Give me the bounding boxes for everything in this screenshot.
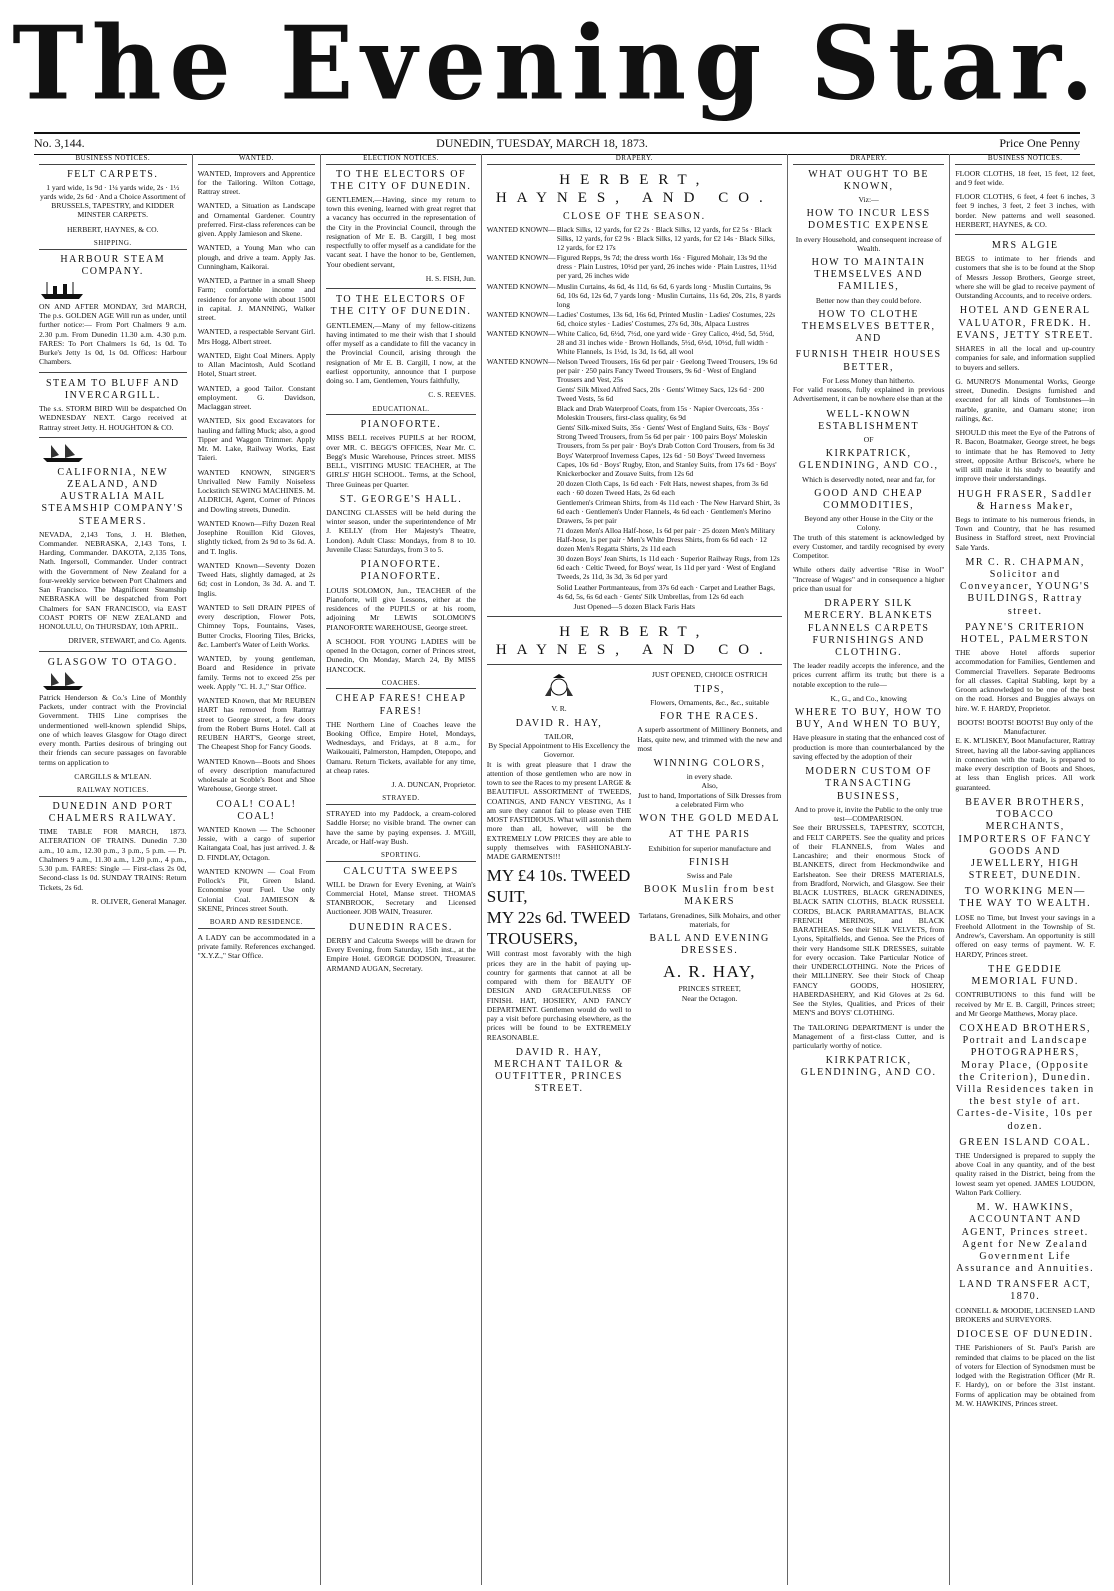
ad-body: GENTLEMEN,—Many of my fellow-citizens having intimated to me their wish that I should offer myself as a candidate to fill the vacancy in the Provincial Council, arising through the resignation of Mr E. B. Cargill, I now, at the earliest opportunity, announce that I purpose doing so. I am, Gentlemen, Yours faithfully,	[326, 320, 476, 386]
ad-body: DANCING CLASSES will be held during the winter season, under the superintendence of Mr J. KELLY (from Her Majesty's Theatre, London). Adult Class: Mondays, from 8 to 10. Juvenile Class: Saturdays, from 3 to 5.	[326, 507, 476, 554]
ad-title: ST. GEORGE'S HALL.	[339, 493, 463, 505]
ad-title: DIOCESE OF DUNEDIN.	[956, 1329, 1094, 1341]
ad-title: WINNING COLORS,	[653, 758, 766, 770]
ad-note: By Special Appointment to His Excellency the Governor.	[488, 741, 630, 760]
row-label	[487, 498, 557, 525]
ad-title: WHAT OUGHT TO BE KNOWN,	[808, 168, 930, 192]
ad-title: WHERE TO BUY, HOW TO BUY, And WHEN TO BUY,	[794, 707, 943, 731]
ad-title: BALL AND EVENING DRESSES.	[649, 933, 770, 957]
ad-body: CONTRIBUTIONS to this fund will be received by Mr E. B. Cargill, Princes street; and Mr George Matthews, Moray place.	[955, 990, 1095, 1018]
wanted-ad: WANTED, a respectable Servant Girl. Mrs Hogg, Albert street.	[197, 327, 316, 346]
section-head: RAILWAY NOTICES.	[39, 786, 187, 797]
ad-title: GOOD AND CHEAP COMMODITIES,	[814, 487, 924, 511]
wanted-ad: WANTED Known, that Mr REUBEN HART has removed from Rattray street to George street, a few doors from the Robert Burns Hotel. Call at REUBEN HART'S, George street, The Cheapest Shop for Fancy Goods.	[197, 696, 316, 752]
ad-signature: HERBERT, HAYNES, & CO.	[67, 224, 159, 234]
ad-body: BEGS to intimate to her friends and customers that she is to be found at the Shop of Messrs Jessop Brothers, George street, where she will be glad to receive payment of Outstanding Accounts, and to receive orders.	[955, 254, 1095, 301]
ad-title: DAVID R. HAY,	[515, 717, 603, 729]
section-head: EDUCATIONAL.	[326, 405, 476, 416]
ad-line: Better now than they could before.	[815, 295, 922, 305]
arhay-ad	[637, 670, 782, 1097]
ad-title: MRS ALGIE	[991, 240, 1059, 252]
ad-title: CHEAP FARES! CHEAP FARES!	[335, 693, 467, 717]
ad-signature: DAVID R. HAY, MERCHANT TAILOR & OUTFITTER, PRINCES STREET.	[494, 1046, 624, 1095]
wanted-ad: WANTED to Sell DRAIN PIPES of every description, Flower Pots, Chimney Tops, Fountains, Vases, Butter Crocks, Flooring Tiles, Bricks, &c. Lambert's Water of Leith Works.	[197, 602, 316, 649]
ad-title: PIANOFORTE. PIANOFORTE.	[360, 559, 442, 583]
ad-line: Flowers, Ornaments, &c., &c., suitable	[650, 697, 770, 707]
ad-body: SHOULD this meet the Eye of the Patrons of R. Bacon, Boatmaker, George street, he begs to intimate that he has Removed to Jetty street, opposite Arthur Briscoe's, where he will still make it his study to beautify and improve their understandings.	[955, 428, 1095, 484]
ad-title: HOW TO INCUR LESS DOMESTIC EXPENSE	[806, 208, 931, 232]
ad-body: Begs to intimate to his numerous friends, in Town and Country, that he has resumed Business in Stafford street, next Provincial Sale Yards.	[955, 514, 1095, 552]
column-business-notices	[950, 154, 1100, 1585]
ad-body: Will contrast most favorably with the high prices they are in the habit of paying up-country for garments that cannot at all be compared with them for BEAUTY OF DESIGN AND GRACEFULNESS OF FINISH. HAT, HOSIERY, AND FANCY DEPARTMENT. Gentlemen would do well to pay a visit before purchasing elsewhere, as the prices will be found to be EXTREMELY REASONABLE.	[486, 949, 632, 1042]
row-label	[487, 404, 557, 422]
ad-title: COAL! COAL! COAL!	[216, 798, 297, 822]
wanted-ad: WANTED, a Partner in a small Sheep Farm; comfortable income and residence for anyone with about 1500l in capital. J. MANNING, Walker street.	[197, 276, 316, 323]
ad-line: Viz:—	[858, 194, 879, 204]
row-label	[487, 479, 557, 497]
vr: V. R.	[551, 704, 567, 714]
ad-body: The truth of this statement is acknowledged by every Customer, and tardily recognised by every Competitor.	[792, 532, 945, 561]
ad-title: HOTEL AND GENERAL VALUATOR, FREDK. H. EVANS, JETTY STREET.	[956, 305, 1094, 341]
price-row	[487, 310, 782, 328]
ad-body: A superb assortment of Millinery Bonnets, and Hats, quite new, and trimmed with the new and most	[637, 725, 782, 753]
price: Price One Penny	[999, 136, 1080, 150]
column-wanted	[193, 154, 322, 1585]
place-date: DUNEDIN, TUESDAY, MARCH 18, 1873.	[436, 136, 648, 150]
ad-body: 1 yard wide, 1s 9d · 1¼ yards wide, 2s · 1½ yards wide, 2s 6d · And a Choice Assortment of BRUSSELS, TAPESTRY, and KIDDER MINSTER CARPETS.	[40, 182, 186, 220]
ad-body: Patrick Henderson & Co.'s Line of Monthly Packets, under contract with the Provincial Government. THIS Line comprises the undermentioned well-known splendid Ships, one of which leaves Glasgow for Otago direct every month. Parties desirous of bringing out their friends can secure passages on favorable terms on application to	[39, 692, 187, 767]
ad-line: Swiss and Pale	[686, 871, 733, 881]
ad-line: BOOTS! BOOTS! BOOTS! Buy only of the Manufacturer.	[957, 717, 1093, 737]
columns	[34, 154, 1100, 1585]
ad-title: HARBOUR STEAM COMPANY.	[60, 253, 166, 277]
ad-signature: KIRKPATRICK, GLENDINING, AND CO.	[800, 1055, 937, 1079]
wanted-ad: WANTED, by young gentleman, Board and Residence in private family. Terms not to exceed 25s per week. Apply "C. H. J.," Star Office.	[197, 654, 316, 691]
ad-title: STEAM TO BLUFF AND INVERCARGILL.	[45, 377, 180, 401]
wanted-ad: WANTED KNOWN — Coal From Pollock's Pit, Green Island. Economise your Fuel. Use only Colonial Coal. JAMIESON & SKENE, Princes street South.	[197, 866, 316, 913]
steamship-icon	[39, 280, 87, 300]
ad-title: AT THE PARIS	[668, 829, 751, 841]
row-label: WANTED KNOWN—	[486, 356, 556, 366]
row-items: Muslin Curtains, 4s 6d, 4s 11d, 6s 6d, 6 yards long · Muslin Curtains, 9s 6d, 10s 6d, 12s 6d, 7 yards long · Muslin Curtains, 11s 6d, 20s, 21s, 8 yards long	[556, 281, 781, 309]
ad-title: WELL-KNOWN ESTABLISHMENT	[818, 408, 920, 432]
row-items: Solid Leather Portmanteaus, from 37s 6d each · Carpet and Leather Bags, 4s 6d, 5s, 6s 6d each · Gents' Silk Umbrellas, from 12s 6d each	[556, 582, 775, 601]
ad-title: DUNEDIN AND PORT CHALMERS RAILWAY.	[48, 800, 177, 824]
section-head: WANTED.	[198, 154, 316, 165]
ad-body: Have pleasure in stating that the enhanced cost of production is more than counterbalanced by the saving effected by the adoption of their	[792, 733, 945, 761]
ad-line: For Less Money than hitherto.	[822, 375, 915, 385]
ad-line: Tarlatans, Grenadines, Silk Mohairs, and other materials, for	[638, 910, 781, 929]
price-row	[487, 357, 782, 384]
ad-title: GLASGOW TO OTAGO.	[47, 656, 178, 668]
ad-title: TO THE ELECTORS OF THE CITY OF DUNEDIN.	[330, 294, 472, 318]
ad-title: MR C. R. CHAPMAN, Solicitor and Conveyancer, YOUNG'S BUILDINGS, Rattray street.	[959, 556, 1091, 617]
ad-body: THE Northern Line of Coaches leave the Booking Office, Empire Hotel, Mondays, Wednesdays, and Fridays, at 8 a.m., for Waikouaiti, Palmerston, Hampden, Otepopo, and Oamaru. Return Tickets, available for any time, at cheap rates.	[326, 719, 476, 775]
column-business-shipping	[34, 154, 193, 1585]
row-label	[487, 451, 557, 478]
ad-title: HERBERT, HAYNES, AND CO.	[495, 171, 773, 206]
wanted-ad: WANTED, Eight Coal Miners. Apply to Allan Macintosh, Auld Scotland Hotel, Stuart street.	[197, 350, 316, 379]
row-items: 71 dozen Men's Alloa Half-hose, 1s 6d per pair · 25 dozen Men's Military Half-hose, 1s per pair · Men's White Dress Shirts, from 6s 6d each · 12 dozen Men's Regatta Shirts, 2s 11d each	[556, 526, 775, 554]
ad-signature: A. R. HAY,	[663, 961, 757, 981]
row-items: Nelson Tweed Trousers, 16s 6d per pair · Geelong Tweed Trousers, 19s 6d per pair · 250 pairs Fancy Tweed Trousers, 9s 6d · West of England Trousers and Vest, 25s	[556, 356, 778, 384]
ad-body: The TAILORING DEPARTMENT is under the Management of a first-class Cutter, and is particularly worthy of notice.	[792, 1022, 945, 1051]
ad-body: NEVADA, 2,143 Tons, J. H. Blethen, Commander. NEBRASKA, 2,143 Tons, I. Harding, Commander. DAKOTA, 2,135 Tons, Nath. Ingersoll, Commander. Under contract with the Government of New Zealand for a four-weekly service between Port Chalmers and San Francisco. The Magnificent Steamship NEBRASKA will be despatched from Port Chalmers for SAN FRANCISCO, via EAST COAST PORTS OF NEW ZEALAND and HONOLULU, On THURSDAY, 10th APRIL.	[39, 529, 187, 632]
ad-line: Near the Octagon.	[681, 993, 738, 1003]
ad-body: E. K. M'LISKEY, Boot Manufacturer, Rattray Street, having all the labor-saving appliances in connection with the trade, is prepared to make every description of Boots and Shoes, at less than English prices. All work guaranteed.	[955, 736, 1095, 792]
section-head: BUSINESS NOTICES.	[955, 154, 1095, 165]
ad-body: LOUIS SOLOMON, Jun., TEACHER of the Pianoforte, will give Lessons, either at the residences of the PUPILS or at his room, adjoining Mr LEWIS SOLOMON'S PIANOFORTE WAREHOUSE, George street.	[326, 585, 476, 632]
ad-signature: C. S. REEVES.	[428, 390, 476, 400]
wanted-ad: WANTED Known—Boots and Shoes of every description manufactured wholesale at Scoble's Boot and Shoe Warehouse, George street.	[197, 756, 316, 794]
ad-title: PIANOFORTE.	[360, 419, 442, 431]
wanted-ad: WANTED Known—Fifty Dozen Real Josephine Rouillon Kid Gloves, slightly ticked, from 2s 9d to 3s 6d. A. and T. Inglis.	[197, 518, 316, 556]
column-drapery-hh	[482, 154, 788, 1585]
masthead	[0, 0, 1114, 128]
wanted-ad: WANTED, Six good Excavators for hauling and falling Muck; also, a good Tipper and Waggon Trimmer. Apply Mr. M. Lake, Railway Works, East Taieri.	[197, 416, 316, 463]
ad-line: Which is deservedly noted, near and far, for	[802, 474, 936, 484]
ad-body: MISS BELL receives PUPILS at her ROOM, over MR. C. BEGG'S OFFICES, Near Mr. C. Begg's Music Warehouse, Princes street. MISS BELL, VISITING MUSIC TEACHER, at The GIRLS' HIGH SCHOOL. Terms, at the School, Three Guineas per Quarter.	[326, 433, 476, 489]
ad-body: See their BRUSSELS, TAPESTRY, SCOTCH, and FELT CARPETS. See the quality and prices of their FLANNELS, from Wales and Lancashire; and their enormous Stock of BLANKETS, direct from Heckmondwike and Earlsheaton. See their DRESS MATERIALS, from Bradford, Norwich, and Glasgow. See their BLACK LUSTRES, BLACK GRENADINES, BLACK SATIN CLOTHS, BLACK RUSSELL CORDS, BLACK PARRAMATTAS, BLACK FRENCH MERINOS, and BLACK BARATHEAS. See their SILK VELVETS, from Lyons, Spitalfields, and Genoa. See the Prices of their very Handsome SILK DRESSES, suitable for every occasion. Take Particular Notice of their UNDERCLOTHING. Note the Prices of their MILLINERY. See their Stock of Cheap FANCY GOODS, HOSIERY, HABERDASHERY, and Kid Gloves at 2s 6d. See the Styles, Qualities, and Prices of their MEN'S and BOYS' CLOTHING.	[792, 823, 945, 1018]
row-items: Figured Repps, 9s 7d; the dress worth 16s · Figured Mohair, 13s 9d the dress · Plain Lustres, 10½d per yard, 26 inches wide · Plain Lustres, 11½d per yard, 26 inches wide	[556, 253, 777, 281]
ad-title: CALIFORNIA, NEW ZEALAND, AND AUSTRALIA MAIL STEAMSHIP COMPANY'S STEAMERS.	[41, 466, 185, 527]
section-head: COACHES.	[326, 679, 476, 690]
price-row	[487, 554, 782, 581]
ad-title: PAYNE'S CRITERION HOTEL, PALMERSTON	[960, 621, 1090, 646]
section-head: DRAPERY.	[487, 154, 782, 165]
row-items: Boys' Waterproof Inverness Capes, 12s 6d · 50 Boys' Tweed Inverness Capes, 10s 6d · Boys' Rugby, Eton, and Stanley Suits, from 17s 6d · Boys' Knickerbocker and Zouave Suits, from 12s 6d	[556, 451, 777, 479]
ad-title: FELT CARPETS.	[67, 168, 159, 180]
ad-body: For valid reasons, fully explained in previous Advertisement, it can be nowhere else than at the	[792, 385, 945, 404]
ad-title: WON THE GOLD MEDAL	[639, 813, 781, 825]
ad-body: DERBY and Calcutta Sweeps will be drawn for Every Evening, from Saturday, 15th inst., at the Empire Hotel. GEORGE DODSON, Treasurer. ARMAND AUGAN, Secretary.	[326, 935, 476, 973]
ad-title: FURNISH THEIR HOUSES BETTER,	[795, 349, 942, 373]
ad-title: BOOK Muslin from best MAKERS	[643, 884, 776, 908]
ad-line: Exhibition for superior manufacture and	[648, 843, 771, 853]
row-items: Gents' Silk-mixed Suits, 35s · Gents' West of England Suits, 63s · Boys' Strong Tweed Trousers, from 5s 6d per pair · 100 pairs Boys' Moleskin Trousers, from 5s per pair · Boy's Drab Cotton Cord Trousers, from 6s 3d	[556, 422, 775, 451]
ad-title: GREEN ISLAND COAL.	[959, 1136, 1092, 1148]
ad-body: FLOOR CLOTHS, 18 feet, 15 feet, 12 feet, and 9 feet wide.	[955, 168, 1095, 187]
ad-body: WILL be Drawn for Every Evening, at Wain's Commercial Hotel, Manse street. THOMAS STANBROOK, Secretary and Licensed Auctioneer. JOB WAIN, Treasurer.	[326, 879, 476, 917]
ad-line: PRINCES STREET,	[678, 984, 741, 994]
ad-line: in every shade.	[686, 772, 733, 782]
row-items: Black and Drab Waterproof Coats, from 15s · Napier Overcoats, 35s · Moleskin Trousers, first-class quality, 6s 9d	[556, 403, 764, 422]
row-items: Gents' Silk Mixed Alfred Sacs, 20s · Gents' Witney Sacs, 12s 6d · 200 Tweed Vests, 5s 6d	[556, 384, 765, 403]
ad-body: A SCHOOL FOR YOUNG LADIES will be opened In the Octagon, corner of Princes street, Dunedin, On Monday, March 24, By MISS HANCOCK.	[326, 636, 476, 674]
wanted-ad: WANTED KNOWN, SINGER'S Unrivalled New Family Noiseless Lockstitch SEWING MACHINES. M. ALDRICH, Agent, Corner of Princes and Dowling streets, Dunedin.	[197, 467, 316, 514]
column-elections-education	[321, 154, 482, 1585]
ad-title: TIPS,	[694, 683, 725, 695]
ad-subtitle: TAILOR,	[544, 731, 574, 741]
ad-body: G. MUNRO'S Monumental Works, George street, Dunedin. Designs furnished and executed for all kinds of Tombstones—in marble, granite, and Oamaru stone; iron railings, &c.	[955, 376, 1095, 423]
wanted-ad: WANTED Known—Seventy Dozen Tweed Hats, slightly damaged, at 2s 6d; cost in London, 3s 3d. A. and T. Inglis.	[197, 560, 316, 598]
column-drapery-kg	[788, 154, 951, 1585]
price-row	[487, 404, 782, 422]
price-row	[487, 385, 782, 403]
ad-signature: CARGILLS & M'LEAN.	[74, 771, 152, 781]
ad-title: LAND TRANSFER ACT, 1870.	[959, 1279, 1092, 1303]
ad-body: The leader readily accepts the inference, and the prices current affirm its truth; but there is a notable exception to the rule—	[792, 661, 945, 689]
ad-title: TO WORKING MEN—THE WAY TO WEALTH.	[959, 886, 1092, 910]
row-label: WANTED KNOWN—	[486, 309, 556, 319]
ad-title: MODERN CUSTOM OF TRANSACTING BUSINESS,	[805, 766, 932, 802]
ad-body: THE Parishioners of St. Paul's Parish are reminded that claims to be placed on the list of voters for Election of Synodsmen must be lodged with the Registration Officer (Mr R. F. Hardy), on or before the 31st instant. Forms of application may be obtained from M. W. HAWKINS, Princes street.	[955, 1343, 1095, 1408]
ad-line: In every Household, and consequent increase of Wealth.	[795, 234, 942, 253]
ad-title: HUGH FRASER, Saddler & Harness Maker,	[957, 488, 1093, 512]
board-ad: A LADY can be accommodated in a private family. References exchanged. "X.Y.Z.," Star Office.	[197, 932, 316, 961]
section-head: STRAYED.	[326, 794, 476, 805]
dateline	[34, 132, 1080, 155]
ad-body: LOSE no Time, but Invest your savings in a Freehold Allotment in the Township of St. Andrew's, Caversham. An opportunity is still offered on easy terms of payment. W. F. HARDY, Princes street.	[955, 912, 1095, 959]
section-head: BOARD AND RESIDENCE.	[198, 918, 316, 929]
ad-body: FLOOR CLOTHS, 6 feet, 4 feet 6 inches, 3 feet 9 inches, 3 feet, 2 feet 3 inches, with border. New patterns and well seasoned. HERBERT, HAYNES, & CO.	[955, 192, 1095, 229]
ad-signature: R. OLIVER, General Manager.	[91, 896, 187, 906]
row-items: White Calico, 6d, 6½d, 7½d, one yard wide · Grey Calico, 4½d, 5d, 5½d, 28 and 31 inches wide · Brown Hollands, 5½d, 6½d, 10½d, full width · White Flannels, 1s 1½d, 1s 3d, 1s 6d, all wool	[556, 328, 775, 356]
ad-line: OF	[863, 434, 874, 444]
royal-crest-icon	[539, 672, 579, 702]
ad-title: COXHEAD BROTHERS, Portrait and Landscape PHOTOGRAPHERS, Moray Place, (Opposite the Criterion), Dunedin. Villa Residences taken in the best style of art. Cartes-de-Visite, 10s per dozen.	[955, 1023, 1095, 1132]
sailing-ship-icon	[39, 443, 87, 463]
ad-title: FOR THE RACES.	[659, 711, 760, 723]
price-row	[487, 329, 782, 356]
ad-title: DUNEDIN RACES.	[349, 921, 453, 933]
row-label: WANTED KNOWN—	[486, 328, 556, 338]
newspaper-title: The Evening Star.	[12, 4, 1102, 123]
price-row	[487, 253, 782, 280]
ad-body: While others daily advertise "Rise in Wool" "Increase of Wages" and in consequence a higher price than usual for	[792, 565, 945, 593]
ad-body: It is with great pleasure that I draw the attention of those gentlemen who are now in town to see the Races to my present LARGE & BEAUTIFUL ASSORTMENT of TWEEDS, COATINGS, AND FANCY VESTING, As I am sure they cannot fail to please even THE MOST FASTIDIOUS. What will astonish them more than all, however, will be the EXTREMELY LOW PRICES they are able to supply themselves with FASHIONABLY-MADE GARMENTS!!!	[486, 759, 632, 862]
ad-title: TO THE ELECTORS OF THE CITY OF DUNEDIN.	[330, 168, 472, 192]
ad-body: SHARES in all the local and up-country companies for sale, and information supplied to buyers and sellers.	[955, 344, 1095, 372]
row-items: Black Silks, 12 yards, for £2 2s · Black Silks, 12 yards, for £2 5s · Black Silks, 12 yards, for £2 9s · Black Silks, 12 yards, for £2 14s · Black Silks, 12 yards, for £2 17s	[556, 225, 775, 253]
ad-line: And to prove it, invite the Public to the only true test—COMPARISON.	[794, 804, 943, 824]
row-label: WANTED KNOWN—	[486, 253, 556, 263]
row-items: Gentlemen's Crimean Shirts, from 4s 11d each · The New Harvard Shirt, 3s 6d each · Gentlemen's Under Flannels, 4s 6d each · Gentlemen's Merino Drawers, 5s per pair	[556, 498, 781, 526]
row-label	[487, 526, 557, 553]
price-line: MY 22s 6d. TWEED TROUSERS,	[486, 907, 631, 948]
ad-body: THE Undersigned is prepared to supply the above Coal in any quantity, and of the best quality raised in the District, being from the lowest seam yet opened. JAMES LOUDON, Walton Park Colliery.	[955, 1150, 1095, 1197]
wanted-ad: WANTED, a Situation as Landscape and Ornamental Gardener. Country preferred. First-class references can be given. Apply Jamieson and Skene.	[197, 201, 316, 239]
ad-body: THE above Hotel affords superior accommodation for Families, Gentlemen and Commercial Travellers. Separate Bedrooms for all classes. Capital Stabling, kept by a Groom acknowledged to be one of the best on the road. Horses and Buggies always on hire. W. F. HARDY, Proprietor.	[955, 648, 1095, 713]
price-row	[487, 498, 782, 525]
ad-signature: DRIVER, STEWART, and Co. Agents.	[68, 636, 187, 646]
ad-title: THE GEDDIE MEMORIAL FUND.	[971, 963, 1079, 988]
price-row	[487, 282, 782, 309]
hay-ad	[487, 670, 632, 1097]
wanted-ad: WANTED, a Young Man who can plough, and drive a team. Apply Jas. Cunningham, Kaikorai.	[197, 243, 316, 271]
ad-body: The s.s. STORM BIRD Will be despatched On WEDNESDAY NEXT. Cargo received at Rattray street Jetty. H. HOUGHTON & CO.	[39, 404, 187, 432]
price-row	[487, 479, 782, 497]
row-items: Ladies' Costumes, 13s 6d, 16s 6d, Printed Muslin · Ladies' Costumes, 22s 6d, choice styles · Ladies' Costumes, 27s 6d, 30s, Alpaca Lustres	[556, 309, 776, 328]
ad-line: K., G., and Co., knowing	[830, 693, 907, 703]
price-row	[487, 451, 782, 478]
row-items: 30 dozen Boys' Jean Shirts, 1s 11d each · Superior Railway Rugs, from 12s 6d each · Celtic Tweed, for Boys' wear, 1s 11d per yard · West of England Tweeds, 2s 11d, 3s 3d, 3s 6d per yard	[556, 554, 780, 582]
section-head: BUSINESS NOTICES.	[39, 154, 187, 165]
price-line: MY £4 10s. TWEED SUIT,	[486, 866, 631, 907]
price-row	[487, 583, 782, 601]
ad-title: HERBERT, HAYNES, AND CO.	[495, 623, 773, 659]
ad-line: Also,	[701, 781, 718, 791]
ad-title: HOW TO MAINTAIN THEMSELVES AND FAMILIES,	[811, 257, 926, 293]
ad-title: BEAVER BROTHERS, TOBACCO MERCHANTS, IMPORTERS OF FANCY GOODS AND JEWELLERY, HIGH STREET, DUNEDIN.	[958, 796, 1092, 882]
row-label	[487, 583, 557, 601]
ad-title: HOW TO CLOTHE THEMSELVES BETTER, AND	[801, 308, 936, 345]
ad-subtitle: CLOSE OF THE SEASON.	[563, 211, 706, 223]
ad-line: JUST OPENED, CHOICE OSTRICH	[651, 670, 768, 680]
section-head: SHIPPING.	[39, 239, 187, 250]
wanted-ad: WANTED, Improvers and Apprentice for the Tailoring. Wilton Cottage, Rattray street.	[197, 168, 316, 197]
sailing-ship-icon	[39, 671, 87, 691]
two-ads	[487, 670, 782, 1097]
ad-title: M. W. HAWKINS, ACCOUNTANT AND AGENT, Princes street. Agent for New Zealand Government Life Assurance and Annuities.	[956, 1202, 1095, 1275]
ad-body: GENTLEMEN,—Having, since my return to town this evening, learned with great regret that a vacancy has occurred in the representation of the City in the Provincial Council, through the resignation of Mr E. B. Cargill, I beg most respectfully to offer myself as a candidate for the vacant seat. I have the honor to be, Gentlemen, Your obedient servant,	[326, 194, 476, 269]
row-label	[487, 385, 557, 403]
row-label: WANTED KNOWN—	[486, 281, 556, 291]
section-head: ELECTION NOTICES.	[326, 154, 476, 165]
price-list	[487, 225, 782, 600]
ad-body: ON AND AFTER MONDAY, 3rd MARCH, The p.s. GOLDEN AGE Will run as under, until further notice:— From Port Chalmers 9 a.m. 2.30 p.m. From Dunedin 11.30 a.m. 4.30 p.m. FARES: To Port Chalmers 1s 6d, 1s 0d. To Burke's Jetty 1s 0d, 1s 0d. Offices: Harbour Chambers.	[39, 301, 187, 367]
ad-signature: J. A. DUNCAN, Proprietor.	[391, 780, 476, 790]
wanted-ad: WANTED Known — The Schooner Jessie, with a cargo of superior Kaitangata Coal, has just arrived. J. & D. FINDLAY, Octagon.	[197, 824, 316, 862]
price-row	[487, 225, 782, 252]
ad-title: CALCUTTA SWEEPS	[343, 865, 459, 877]
issue-number: No. 3,144.	[34, 136, 85, 150]
wanted-ad: WANTED, a good Tailor. Constant employment. G. Davidson, Maclaggan street.	[197, 383, 316, 412]
row-label	[487, 423, 557, 450]
ad-note: Just Opened—5 dozen Black Faris Hats	[573, 601, 695, 611]
ad-body: CONNELL & MOODIE, LICENSED LAND BROKERS and SURVEYORS.	[955, 1305, 1095, 1324]
ad-body: STRAYED into my Paddock, a cream-colored Saddle Horse; no visible brand. The owner can have the same by paying expenses. J. M'Gill, Arcade, or Half-way Bush.	[326, 809, 476, 846]
price-row	[487, 423, 782, 450]
section-head: DRAPERY.	[793, 154, 945, 165]
section-head: SPORTING.	[326, 851, 476, 862]
ad-signature: H. S. FISH, Jun.	[425, 273, 476, 283]
ad-line: Just to hand, Importations of Silk Dresses from a celebrated Firm who	[637, 790, 782, 809]
ad-title: FINISH	[688, 856, 731, 868]
ad-body: TIME TABLE FOR MARCH, 1873. ALTERATION OF TRAINS. Dunedin 7.30 a.m., 10 a.m., 12.30 p.m., 3 p.m., 5 p.m. — Pt. Chalmers 9 a.m., 11.30 a.m., 1.20 p.m., 4 p.m., 5.30 p.m. FARES: Single — First-class 2s 0d, Second-class 1s 0d. SUNDAY TRAINS: Return Tickets, 2s 6d.	[39, 827, 187, 892]
ad-title: DRAPERY SILK MERCERY. BLANKETS FLANNELS CARPETS FURNISHINGS AND CLOTHING.	[804, 598, 934, 658]
row-label	[487, 554, 557, 581]
ad-title: KIRKPATRICK, GLENDINING, AND CO.,	[798, 448, 939, 472]
row-label: WANTED KNOWN—	[486, 225, 556, 235]
row-items: 20 dozen Cloth Caps, 1s 6d each · Felt Hats, newest shapes, from 3s 6d each · 60 dozen Tweed Hats, 2s 6d each	[556, 479, 768, 498]
price-row	[487, 526, 782, 553]
ad-line: Beyond any other House in the City or the Colony.	[804, 514, 933, 533]
